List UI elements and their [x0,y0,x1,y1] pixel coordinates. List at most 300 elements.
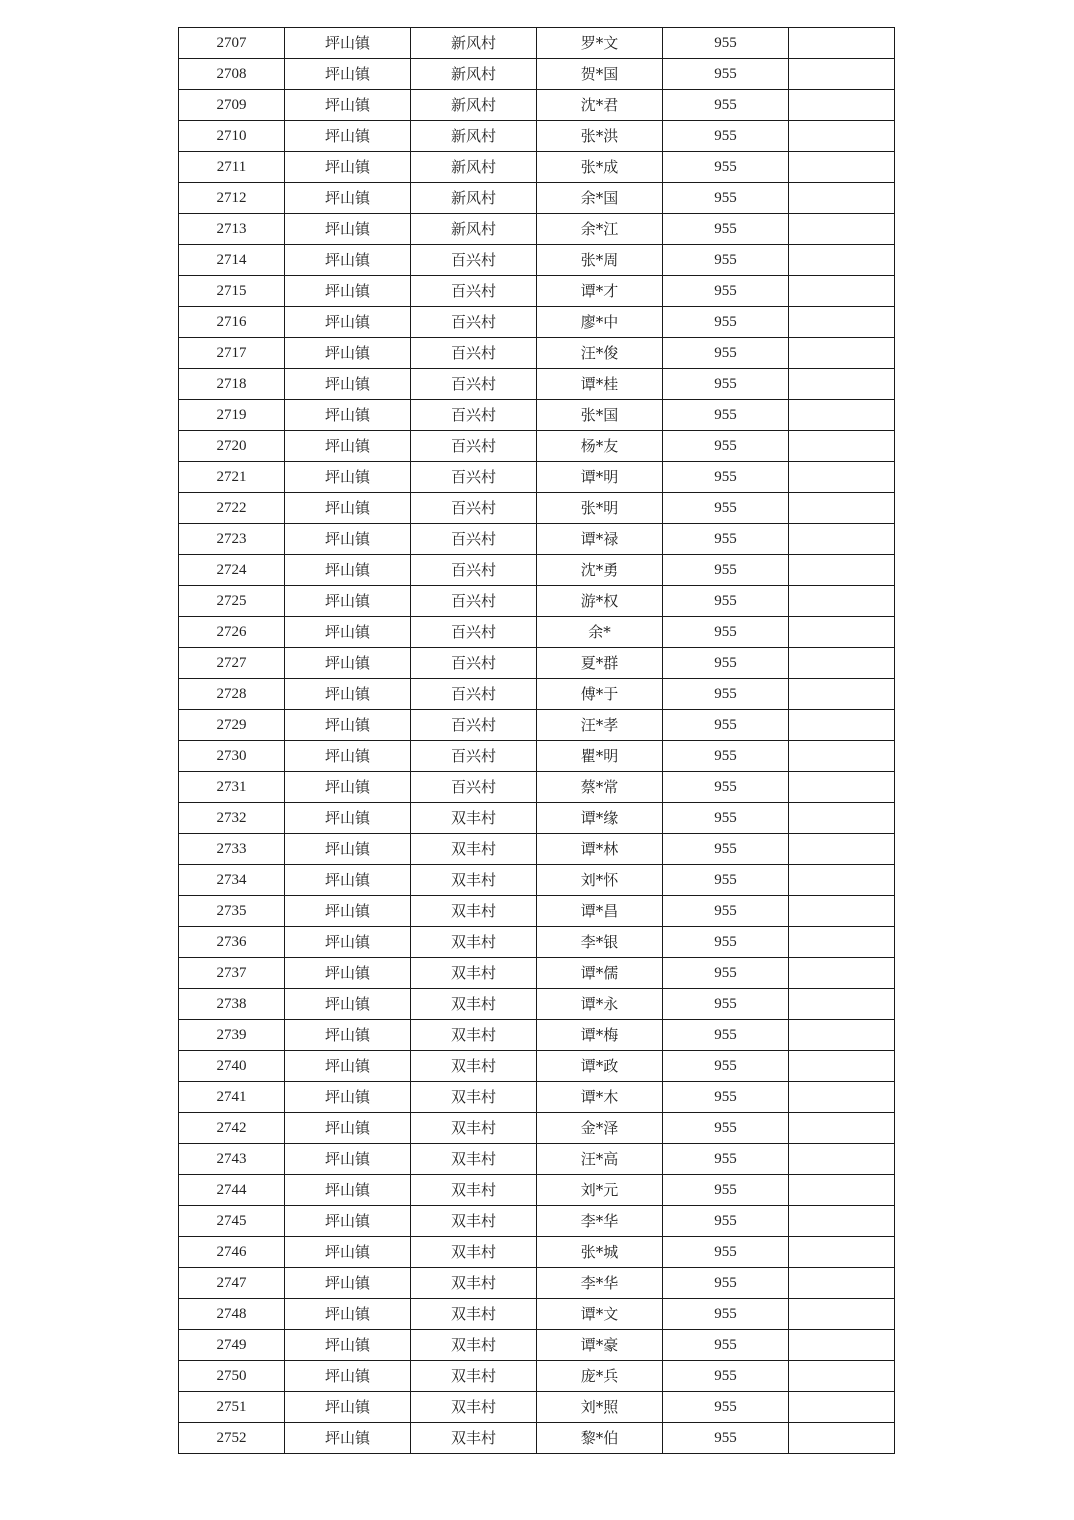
note-cell [789,1206,895,1237]
amount-cell: 955 [663,214,789,245]
row-number-cell: 2750 [179,1361,285,1392]
town-cell: 坪山镇 [285,710,411,741]
amount-cell: 955 [663,1020,789,1051]
amount-cell: 955 [663,803,789,834]
town-cell: 坪山镇 [285,617,411,648]
row-number-cell: 2727 [179,648,285,679]
town-cell: 坪山镇 [285,958,411,989]
table-row [179,1237,895,1268]
town-cell: 坪山镇 [285,803,411,834]
row-number-cell: 2720 [179,431,285,462]
row-number-cell: 2744 [179,1175,285,1206]
amount-cell: 955 [663,896,789,927]
table-row [179,462,895,493]
name-cell: 汪*孝 [537,710,663,741]
row-number-cell: 2707 [179,28,285,59]
name-cell: 李*华 [537,1206,663,1237]
amount-cell: 955 [663,648,789,679]
note-cell [789,586,895,617]
village-cell: 双丰村 [411,1423,537,1454]
table-row [179,865,895,896]
village-cell: 新风村 [411,152,537,183]
village-cell: 双丰村 [411,1082,537,1113]
table-row [179,493,895,524]
name-cell: 谭*缘 [537,803,663,834]
note-cell [789,772,895,803]
row-number-cell: 2728 [179,679,285,710]
amount-cell: 955 [663,462,789,493]
name-cell: 张*洪 [537,121,663,152]
table-row [179,1206,895,1237]
table-row [179,152,895,183]
amount-cell: 955 [663,276,789,307]
row-number-cell: 2747 [179,1268,285,1299]
table-row [179,1113,895,1144]
table-row [179,586,895,617]
row-number-cell: 2743 [179,1144,285,1175]
row-number-cell: 2714 [179,245,285,276]
table-row [179,555,895,586]
village-cell: 百兴村 [411,369,537,400]
amount-cell: 955 [663,1082,789,1113]
note-cell [789,431,895,462]
row-number-cell: 2710 [179,121,285,152]
amount-cell: 955 [663,586,789,617]
note-cell [789,1175,895,1206]
note-cell [789,59,895,90]
name-cell: 谭*明 [537,462,663,493]
amount-cell: 955 [663,245,789,276]
row-number-cell: 2722 [179,493,285,524]
town-cell: 坪山镇 [285,307,411,338]
village-cell: 双丰村 [411,803,537,834]
table-row [179,896,895,927]
name-cell: 杨*友 [537,431,663,462]
table-row [179,276,895,307]
amount-cell: 955 [663,1299,789,1330]
row-number-cell: 2718 [179,369,285,400]
name-cell: 贺*国 [537,59,663,90]
amount-cell: 955 [663,679,789,710]
row-number-cell: 2730 [179,741,285,772]
town-cell: 坪山镇 [285,1051,411,1082]
village-cell: 双丰村 [411,989,537,1020]
town-cell: 坪山镇 [285,1361,411,1392]
town-cell: 坪山镇 [285,1423,411,1454]
row-number-cell: 2719 [179,400,285,431]
table-row [179,245,895,276]
town-cell: 坪山镇 [285,369,411,400]
name-cell: 余*江 [537,214,663,245]
village-cell: 双丰村 [411,1361,537,1392]
note-cell [789,400,895,431]
village-cell: 百兴村 [411,338,537,369]
town-cell: 坪山镇 [285,989,411,1020]
row-number-cell: 2732 [179,803,285,834]
amount-cell: 955 [663,1113,789,1144]
amount-cell: 955 [663,1175,789,1206]
town-cell: 坪山镇 [285,276,411,307]
amount-cell: 955 [663,28,789,59]
town-cell: 坪山镇 [285,1330,411,1361]
amount-cell: 955 [663,617,789,648]
village-cell: 百兴村 [411,772,537,803]
table-row [179,1051,895,1082]
note-cell [789,1113,895,1144]
amount-cell: 955 [663,741,789,772]
amount-cell: 955 [663,431,789,462]
amount-cell: 955 [663,59,789,90]
town-cell: 坪山镇 [285,338,411,369]
row-number-cell: 2712 [179,183,285,214]
table-row [179,1175,895,1206]
village-cell: 双丰村 [411,865,537,896]
name-cell: 谭*政 [537,1051,663,1082]
note-cell [789,152,895,183]
table-row [179,927,895,958]
amount-cell: 955 [663,927,789,958]
note-cell [789,1330,895,1361]
note-cell [789,28,895,59]
name-cell: 刘*怀 [537,865,663,896]
note-cell [789,462,895,493]
village-cell: 百兴村 [411,493,537,524]
village-cell: 双丰村 [411,1051,537,1082]
village-cell: 双丰村 [411,1268,537,1299]
note-cell [789,958,895,989]
table-row [179,989,895,1020]
name-cell: 谭*桂 [537,369,663,400]
name-cell: 谭*才 [537,276,663,307]
name-cell: 李*银 [537,927,663,958]
amount-cell: 955 [663,90,789,121]
town-cell: 坪山镇 [285,586,411,617]
row-number-cell: 2741 [179,1082,285,1113]
table-row [179,90,895,121]
amount-cell: 955 [663,307,789,338]
name-cell: 沈*君 [537,90,663,121]
table-row [179,772,895,803]
amount-cell: 955 [663,400,789,431]
note-cell [789,1144,895,1175]
name-cell: 李*华 [537,1268,663,1299]
town-cell: 坪山镇 [285,896,411,927]
village-cell: 双丰村 [411,1175,537,1206]
row-number-cell: 2724 [179,555,285,586]
name-cell: 沈*勇 [537,555,663,586]
note-cell [789,865,895,896]
village-cell: 双丰村 [411,958,537,989]
amount-cell: 955 [663,865,789,896]
row-number-cell: 2742 [179,1113,285,1144]
amount-cell: 955 [663,958,789,989]
amount-cell: 955 [663,1268,789,1299]
note-cell [789,555,895,586]
row-number-cell: 2745 [179,1206,285,1237]
table-row [179,400,895,431]
amount-cell: 955 [663,369,789,400]
note-cell [789,741,895,772]
amount-cell: 955 [663,710,789,741]
amount-cell: 955 [663,1330,789,1361]
table-row [179,1361,895,1392]
row-number-cell: 2729 [179,710,285,741]
note-cell [789,245,895,276]
name-cell: 傅*于 [537,679,663,710]
note-cell [789,1361,895,1392]
town-cell: 坪山镇 [285,245,411,276]
name-cell: 刘*元 [537,1175,663,1206]
amount-cell: 955 [663,834,789,865]
name-cell: 瞿*明 [537,741,663,772]
amount-cell: 955 [663,555,789,586]
row-number-cell: 2717 [179,338,285,369]
row-number-cell: 2736 [179,927,285,958]
table-row [179,431,895,462]
village-cell: 百兴村 [411,276,537,307]
table-row [179,1392,895,1423]
table-row [179,1082,895,1113]
town-cell: 坪山镇 [285,555,411,586]
village-cell: 新风村 [411,214,537,245]
note-cell [789,679,895,710]
row-number-cell: 2716 [179,307,285,338]
village-cell: 百兴村 [411,524,537,555]
amount-cell: 955 [663,1237,789,1268]
row-number-cell: 2752 [179,1423,285,1454]
village-cell: 百兴村 [411,741,537,772]
town-cell: 坪山镇 [285,1237,411,1268]
village-cell: 百兴村 [411,710,537,741]
town-cell: 坪山镇 [285,400,411,431]
row-number-cell: 2735 [179,896,285,927]
row-number-cell: 2737 [179,958,285,989]
amount-cell: 955 [663,772,789,803]
name-cell: 谭*豪 [537,1330,663,1361]
amount-cell: 955 [663,121,789,152]
note-cell [789,369,895,400]
note-cell [789,1423,895,1454]
name-cell: 蔡*常 [537,772,663,803]
town-cell: 坪山镇 [285,214,411,245]
note-cell [789,524,895,555]
village-cell: 新风村 [411,183,537,214]
note-cell [789,276,895,307]
note-cell [789,710,895,741]
table-row [179,741,895,772]
town-cell: 坪山镇 [285,1082,411,1113]
row-number-cell: 2731 [179,772,285,803]
town-cell: 坪山镇 [285,834,411,865]
name-cell: 张*成 [537,152,663,183]
town-cell: 坪山镇 [285,524,411,555]
table-row [179,307,895,338]
town-cell: 坪山镇 [285,90,411,121]
table-row [179,648,895,679]
village-cell: 百兴村 [411,679,537,710]
table-row [179,183,895,214]
village-cell: 双丰村 [411,1020,537,1051]
note-cell [789,803,895,834]
table-row [179,1299,895,1330]
village-cell: 百兴村 [411,648,537,679]
town-cell: 坪山镇 [285,1113,411,1144]
town-cell: 坪山镇 [285,431,411,462]
amount-cell: 955 [663,1361,789,1392]
amount-cell: 955 [663,338,789,369]
name-cell: 廖*中 [537,307,663,338]
row-number-cell: 2739 [179,1020,285,1051]
village-cell: 百兴村 [411,245,537,276]
village-cell: 百兴村 [411,307,537,338]
name-cell: 汪*俊 [537,338,663,369]
note-cell [789,121,895,152]
row-number-cell: 2713 [179,214,285,245]
table-row [179,1268,895,1299]
town-cell: 坪山镇 [285,865,411,896]
name-cell: 夏*群 [537,648,663,679]
name-cell: 游*权 [537,586,663,617]
town-cell: 坪山镇 [285,28,411,59]
row-number-cell: 2733 [179,834,285,865]
town-cell: 坪山镇 [285,462,411,493]
name-cell: 余* [537,617,663,648]
table-row [179,1330,895,1361]
table-row [179,834,895,865]
note-cell [789,90,895,121]
town-cell: 坪山镇 [285,152,411,183]
amount-cell: 955 [663,183,789,214]
name-cell: 张*国 [537,400,663,431]
village-cell: 双丰村 [411,1113,537,1144]
amount-cell: 955 [663,152,789,183]
town-cell: 坪山镇 [285,1020,411,1051]
name-cell: 余*国 [537,183,663,214]
village-cell: 双丰村 [411,1144,537,1175]
row-number-cell: 2715 [179,276,285,307]
town-cell: 坪山镇 [285,59,411,90]
note-cell [789,493,895,524]
note-cell [789,338,895,369]
village-cell: 双丰村 [411,1237,537,1268]
note-cell [789,896,895,927]
town-cell: 坪山镇 [285,1392,411,1423]
amount-cell: 955 [663,1423,789,1454]
amount-cell: 955 [663,1206,789,1237]
note-cell [789,1051,895,1082]
village-cell: 百兴村 [411,586,537,617]
name-cell: 罗*文 [537,28,663,59]
row-number-cell: 2738 [179,989,285,1020]
note-cell [789,1082,895,1113]
name-cell: 谭*木 [537,1082,663,1113]
name-cell: 谭*禄 [537,524,663,555]
amount-cell: 955 [663,524,789,555]
note-cell [789,648,895,679]
name-cell: 黎*伯 [537,1423,663,1454]
row-number-cell: 2721 [179,462,285,493]
name-cell: 谭*梅 [537,1020,663,1051]
row-number-cell: 2708 [179,59,285,90]
row-number-cell: 2748 [179,1299,285,1330]
note-cell [789,1020,895,1051]
table-row [179,1144,895,1175]
roster-table [178,27,895,1454]
town-cell: 坪山镇 [285,1206,411,1237]
town-cell: 坪山镇 [285,1175,411,1206]
village-cell: 双丰村 [411,927,537,958]
row-number-cell: 2740 [179,1051,285,1082]
town-cell: 坪山镇 [285,1144,411,1175]
table-row [179,958,895,989]
village-cell: 百兴村 [411,555,537,586]
note-cell [789,183,895,214]
note-cell [789,214,895,245]
village-cell: 新风村 [411,28,537,59]
table-row [179,214,895,245]
row-number-cell: 2734 [179,865,285,896]
table-row [179,710,895,741]
village-cell: 百兴村 [411,462,537,493]
village-cell: 双丰村 [411,1206,537,1237]
town-cell: 坪山镇 [285,121,411,152]
town-cell: 坪山镇 [285,927,411,958]
table-row [179,338,895,369]
town-cell: 坪山镇 [285,493,411,524]
name-cell: 金*泽 [537,1113,663,1144]
village-cell: 百兴村 [411,617,537,648]
table-row [179,803,895,834]
name-cell: 庞*兵 [537,1361,663,1392]
village-cell: 双丰村 [411,896,537,927]
name-cell: 谭*文 [537,1299,663,1330]
town-cell: 坪山镇 [285,183,411,214]
row-number-cell: 2726 [179,617,285,648]
table-row [179,679,895,710]
amount-cell: 955 [663,1051,789,1082]
note-cell [789,989,895,1020]
table-row [179,617,895,648]
town-cell: 坪山镇 [285,1268,411,1299]
name-cell: 谭*昌 [537,896,663,927]
note-cell [789,617,895,648]
town-cell: 坪山镇 [285,741,411,772]
amount-cell: 955 [663,989,789,1020]
village-cell: 双丰村 [411,1299,537,1330]
note-cell [789,834,895,865]
note-cell [789,927,895,958]
table-row [179,1423,895,1454]
table-row [179,28,895,59]
row-number-cell: 2723 [179,524,285,555]
name-cell: 汪*高 [537,1144,663,1175]
row-number-cell: 2751 [179,1392,285,1423]
village-cell: 双丰村 [411,1330,537,1361]
name-cell: 谭*林 [537,834,663,865]
amount-cell: 955 [663,1144,789,1175]
row-number-cell: 2709 [179,90,285,121]
roster-table-body [179,28,895,1454]
note-cell [789,1237,895,1268]
table-row [179,369,895,400]
table-row [179,59,895,90]
note-cell [789,1299,895,1330]
village-cell: 双丰村 [411,1392,537,1423]
village-cell: 新风村 [411,90,537,121]
note-cell [789,1392,895,1423]
table-row [179,524,895,555]
name-cell: 谭*儒 [537,958,663,989]
